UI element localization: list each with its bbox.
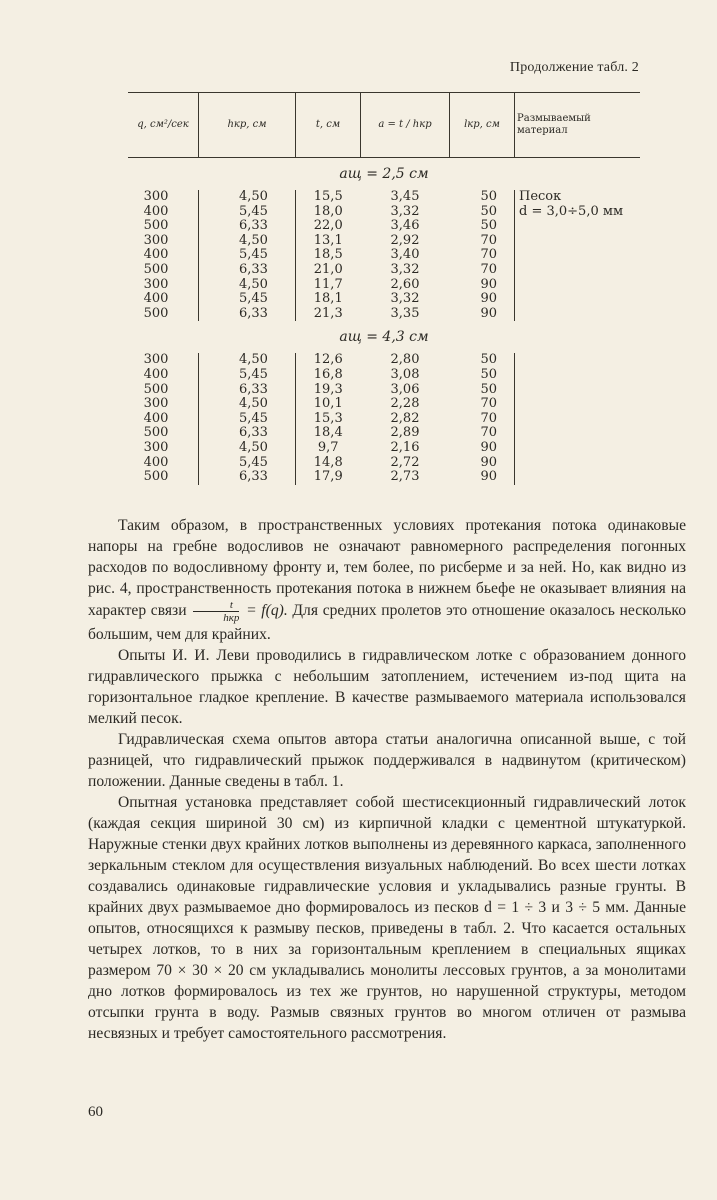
table-cell: [515, 441, 641, 456]
table-cell: 400: [143, 454, 169, 470]
paragraph: Гидравлическая схема опытов автора статьи аналогична описанной выше, с той разницей, что гидравлический прыжок поддерживался в надвинутом (критическом) положении. Данные сведены в табл. 1.: [88, 731, 686, 790]
header-l: lкр, см: [450, 93, 515, 158]
table-cell: 70: [480, 425, 498, 441]
table-cell: [515, 353, 641, 368]
table-cell: 17,9: [296, 470, 361, 485]
table-cell: [515, 470, 641, 485]
table-cell: [515, 426, 641, 441]
table-row: [128, 219, 640, 234]
page-number: 60: [88, 1104, 103, 1120]
table-cell: 300: [143, 352, 169, 368]
header-q: q, см²/сек: [128, 93, 199, 158]
table-cell: 400: [143, 366, 169, 382]
table-row: [128, 234, 640, 249]
table-row: [128, 412, 640, 427]
table-cell: 50: [480, 381, 498, 397]
table-cell: 3,32: [390, 291, 420, 307]
table-cell: 6,33: [199, 383, 296, 398]
table-row: [128, 248, 640, 263]
table-cell: [515, 234, 641, 249]
table-cell: 2,72: [390, 454, 420, 470]
table-cell: 50: [480, 366, 498, 382]
table-cell: 400: [143, 203, 169, 219]
table-cell: 70: [480, 410, 498, 426]
table-cell: [515, 248, 641, 263]
table-cell: 300: [143, 189, 169, 204]
header-material: Размываемый материал: [515, 93, 641, 158]
table-cell: 500: [143, 218, 169, 234]
table-cell: 4,50: [199, 234, 296, 249]
table-cell: 500: [143, 305, 169, 321]
table-row: [128, 456, 640, 471]
table-cell: 500: [143, 469, 169, 485]
table-cell: [515, 219, 641, 234]
body-text: [88, 515, 686, 1044]
table-cell: 3,35: [390, 305, 420, 321]
table-cell: 50: [480, 189, 498, 204]
paragraph: Опыты И. И. Леви проводились в гидравлическом лотке с образованием донного гидравлического прыжка с небольшим затоплением, истечением из-под щита на горизонтальное гладкое крепление. В качестве размываемого материала использовался мелкий песок.: [88, 647, 686, 727]
table-cell: 4,50: [199, 278, 296, 293]
table-cell: 13,1: [296, 234, 361, 249]
table-cell: 3,32: [390, 261, 420, 277]
table-cell: 70: [480, 261, 498, 277]
table-cell: 500: [143, 261, 169, 277]
table-cell: 11,7: [296, 278, 361, 293]
table-cell: 6,33: [199, 307, 296, 322]
table-cell: 50: [480, 218, 498, 234]
table-cell: 90: [480, 454, 498, 470]
table-cell: 5,45: [199, 292, 296, 307]
table-header-row: [128, 93, 640, 158]
table-row: [128, 263, 640, 278]
table-cell: 15,3: [296, 412, 361, 427]
table-cell: 6,33: [199, 219, 296, 234]
paragraph: Опытная установка представляет собой шестисекционный гидравлический лоток (каждая секция шириной 30 см) из кирпичной кладки с цементной штукатуркой. Наружные стенки двух крайних лотков выполнены из деревянного каркаса, заполненного зеркальным стеклом для осуществления визуальных наблюдений. Во всех шести лотках создавались одинаковые гидравлические условия и укладывались разные грунты. В крайних двух размываемое дно формировалось из песков d = 1 ÷ 3 и 3 ÷ 5 мм. Данные опытов, относящихся к размыву песков, приведены в табл. 2. Что касается остальных четырех лотков, то в них за горизонтальным креплением в специальных ящиках размером 70 × 30 × 20 см укладывались монолиты лессовых грунтов, а за монолитами дно лотков формировалось из тех же грунтов, но нарушенной структуры, методом отсыпки грунта в воду. Размыв связных грунтов во многом отличен от размыва несвязных и требует самостоятельного рассмотрения.: [88, 794, 686, 1042]
table-cell: 400: [143, 247, 169, 263]
table-cell: 500: [143, 425, 169, 441]
table-cell: [515, 368, 641, 383]
table-cell: [515, 397, 641, 412]
table-row: [128, 397, 640, 412]
table-cell: 5,45: [199, 368, 296, 383]
table-cell: 5,45: [199, 205, 296, 220]
table-row: [128, 383, 640, 398]
table-cell: 90: [480, 291, 498, 307]
table-cell: [515, 307, 641, 322]
table-cell: 3,45: [390, 189, 420, 204]
table-cell: 50: [480, 352, 498, 368]
table-continuation-caption: Продолжение табл. 2: [509, 60, 639, 75]
section-caption-row: [128, 158, 640, 191]
table-cell: 6,33: [199, 263, 296, 278]
table-cell: 10,1: [296, 397, 361, 412]
table-cell: 3,40: [390, 247, 420, 263]
table-cell: 3,08: [390, 366, 420, 382]
table-cell: 6,33: [199, 470, 296, 485]
table-cell: 21,3: [296, 307, 361, 322]
table-cell: 300: [143, 396, 169, 412]
table-cell: 2,92: [390, 232, 420, 248]
table-cell: 22,0: [296, 219, 361, 234]
table-cell: 15,5: [296, 190, 361, 205]
table-row: [128, 307, 640, 322]
table-cell: 19,3: [296, 383, 361, 398]
table-cell: [515, 412, 641, 427]
table-cell: 2,82: [390, 410, 420, 426]
table-cell: 18,0: [296, 205, 361, 220]
table-cell: Песок: [515, 190, 641, 205]
table-cell: 2,89: [390, 425, 420, 441]
table-cell: 18,4: [296, 426, 361, 441]
table-cell: 2,28: [390, 396, 420, 412]
table-cell: [515, 263, 641, 278]
section-caption: aщ = 4,3 см: [339, 329, 429, 346]
table-cell: [515, 292, 641, 307]
table-row: [128, 426, 640, 441]
table-cell: 50: [480, 203, 498, 219]
table-cell: 3,32: [390, 203, 420, 219]
table-cell: [515, 278, 641, 293]
table-cell: 300: [143, 276, 169, 292]
table-cell: 5,45: [199, 412, 296, 427]
table-cell: 300: [143, 232, 169, 248]
table-cell: 5,45: [199, 248, 296, 263]
header-h: hкр, см: [199, 93, 296, 158]
data-table: [128, 92, 640, 485]
table-cell: 500: [143, 381, 169, 397]
table-cell: 18,5: [296, 248, 361, 263]
header-a: a = t / hкр: [361, 93, 450, 158]
header-t: t, см: [296, 93, 361, 158]
table-cell: 4,50: [199, 441, 296, 456]
table-row: [128, 278, 640, 293]
section-caption-row: [128, 321, 640, 353]
table-cell: 2,80: [390, 352, 420, 368]
table-row: [128, 441, 640, 456]
table-cell: 4,50: [199, 190, 296, 205]
table-cell: 400: [143, 410, 169, 426]
table-row: [128, 190, 640, 205]
table-cell: 2,73: [390, 469, 420, 485]
section-caption: aщ = 2,5 см: [339, 165, 429, 182]
table-cell: 3,06: [390, 381, 420, 397]
table-cell: 16,8: [296, 368, 361, 383]
table-cell: 70: [480, 247, 498, 263]
table-cell: 2,60: [390, 276, 420, 292]
table-cell: 90: [480, 276, 498, 292]
table-cell: 21,0: [296, 263, 361, 278]
table-cell: 400: [143, 291, 169, 307]
table-cell: 90: [480, 469, 498, 485]
table-cell: 90: [480, 305, 498, 321]
table-cell: [515, 456, 641, 471]
paragraph: Таким образом, в пространственных условиях протекания потока одинаковые напоры на гребне водосливов не означают равномерного распределения погонных расходов по водосливному фронту и, тем более, по рисберме и за ней. Но, как видно из рис. 4, пространственность протекания потока в нижнем бьефе не оказывает влияния на характер связи $\frac{t}{\text{hкр}}$ = f(q). Для средних пролетов это отношение оказалось несколько большим, чем для крайних.: [88, 517, 687, 643]
formula-fraction: $\frac{t}{\text{hкр}}$: [193, 599, 239, 624]
table-row: [128, 368, 640, 383]
table-cell: 70: [480, 232, 498, 248]
table-cell: 18,1: [296, 292, 361, 307]
table-row: [128, 205, 640, 220]
table-cell: 70: [480, 396, 498, 412]
table-row: [128, 470, 640, 485]
table-cell: 9,7: [296, 441, 361, 456]
table-cell: [515, 383, 641, 398]
table-cell: 300: [143, 439, 169, 455]
table-cell: 2,16: [390, 439, 420, 455]
table-cell: 12,6: [296, 353, 361, 368]
table-cell: 4,50: [199, 397, 296, 412]
table-cell: 5,45: [199, 456, 296, 471]
table-row: [128, 292, 640, 307]
table-cell: 4,50: [199, 353, 296, 368]
table-row: [128, 353, 640, 368]
table-cell: d = 3,0÷5,0 мм: [515, 205, 641, 220]
table-cell: 3,46: [390, 218, 420, 234]
table-cell: 14,8: [296, 456, 361, 471]
table-cell: 6,33: [199, 426, 296, 441]
table-cell: 90: [480, 439, 498, 455]
